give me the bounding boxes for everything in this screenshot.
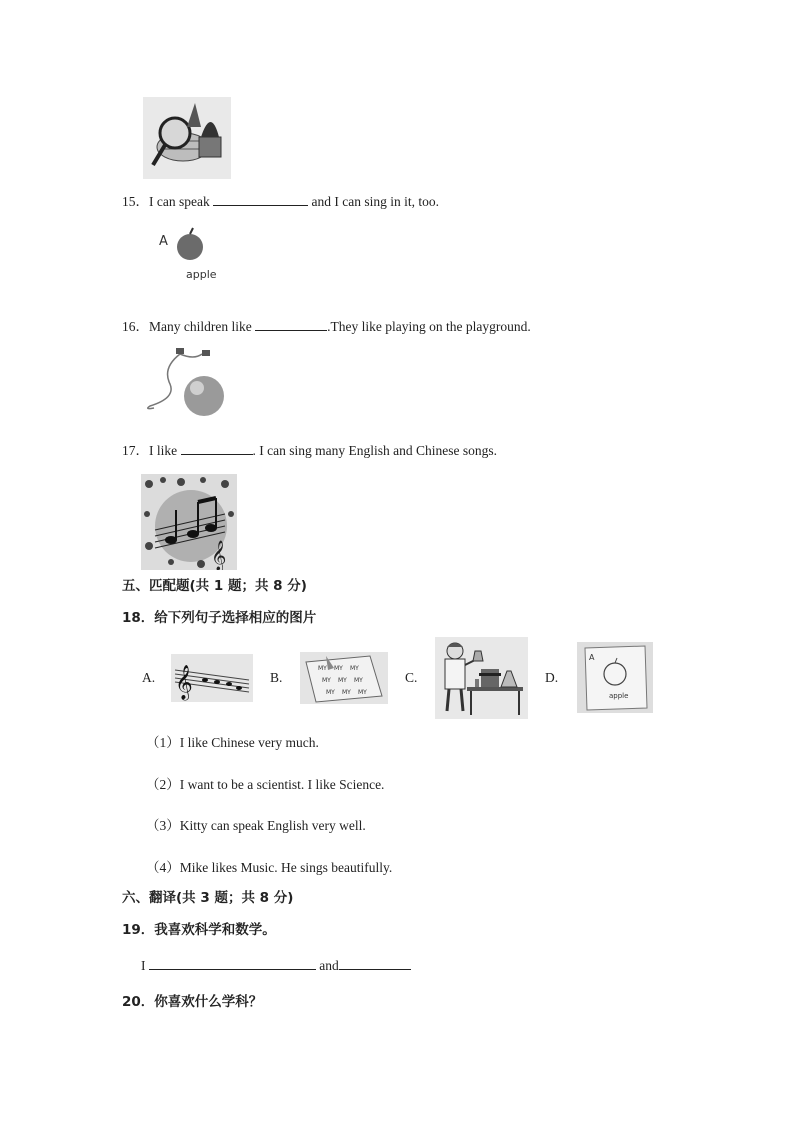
question-text: I can speak xyxy=(149,194,214,209)
svg-text:𝄞: 𝄞 xyxy=(211,541,227,570)
question-text: Many children like xyxy=(149,319,256,334)
apple-letter: A xyxy=(159,234,168,249)
question-text: .They like playing on the playground. xyxy=(327,319,531,334)
art-supplies-image xyxy=(143,97,231,179)
question-18-item-3: （3）Kitty can speak English very well. xyxy=(146,818,366,833)
answer-blank-2[interactable] xyxy=(339,957,411,970)
question-19-prompt: 19．我喜欢科学和数学。 xyxy=(122,922,276,938)
svg-text:MY: MY xyxy=(338,677,347,684)
option-c-label: C. xyxy=(405,670,418,685)
answer-blank[interactable] xyxy=(255,318,327,331)
question-18-prompt: 18．给下列句子选择相应的图片 xyxy=(122,610,317,626)
answer-start: I xyxy=(141,958,149,973)
option-a-label: A. xyxy=(142,670,156,685)
svg-text:MY: MY xyxy=(318,665,327,672)
question-15 xyxy=(122,193,439,211)
question-number: 15． xyxy=(122,194,149,209)
svg-text:MY: MY xyxy=(350,665,359,672)
jump-rope-ball-image xyxy=(142,346,232,418)
writing-paper-image[interactable] xyxy=(300,652,388,704)
question-text: . I can sing many English and Chinese songs. xyxy=(252,443,497,458)
question-19-answer xyxy=(141,957,411,975)
svg-text:MY: MY xyxy=(322,677,331,684)
svg-text:MY: MY xyxy=(354,677,363,684)
question-17 xyxy=(122,442,497,460)
question-number: 17． xyxy=(122,443,149,458)
answer-blank[interactable] xyxy=(213,193,308,206)
answer-blank[interactable] xyxy=(181,442,253,455)
music-notes-image xyxy=(141,474,237,570)
option-d-label: D. xyxy=(545,670,559,685)
svg-text:MY: MY xyxy=(342,689,351,696)
question-number: 16． xyxy=(122,319,149,334)
apple-card-word: apple xyxy=(609,692,629,700)
question-18-item-4: （4）Mike likes Music. He sings beautifully. xyxy=(146,860,393,875)
question-16 xyxy=(122,318,531,336)
svg-text:MY: MY xyxy=(326,689,335,696)
question-20-prompt: 20．你喜欢什么学科？ xyxy=(122,994,263,1010)
section-five-title: 五、匹配题(共 1 题；共 8 分) xyxy=(122,578,307,594)
section-six-title: 六、翻译(共 3 题；共 8 分) xyxy=(122,890,294,906)
apple-word: apple xyxy=(186,268,217,281)
apple-image xyxy=(150,225,230,285)
svg-text:𝄞: 𝄞 xyxy=(175,665,193,700)
question-text: and I can sing in it, too. xyxy=(308,194,439,209)
music-staff-image[interactable] xyxy=(171,654,253,702)
question-18-item-2: （2）I want to be a scientist. I like Science. xyxy=(146,777,385,792)
question-text: I like xyxy=(149,443,181,458)
apple-card-letter: A xyxy=(589,653,595,662)
answer-connector: and xyxy=(315,958,339,973)
answer-blank-1[interactable] xyxy=(149,957,316,970)
question-18-item-1: （1）I like Chinese very much. xyxy=(146,735,319,750)
option-b-label: B. xyxy=(270,670,283,685)
apple-card-image[interactable] xyxy=(577,642,653,713)
svg-text:MY: MY xyxy=(334,665,343,672)
svg-text:MY: MY xyxy=(358,689,367,696)
scientist-image[interactable] xyxy=(435,637,528,719)
